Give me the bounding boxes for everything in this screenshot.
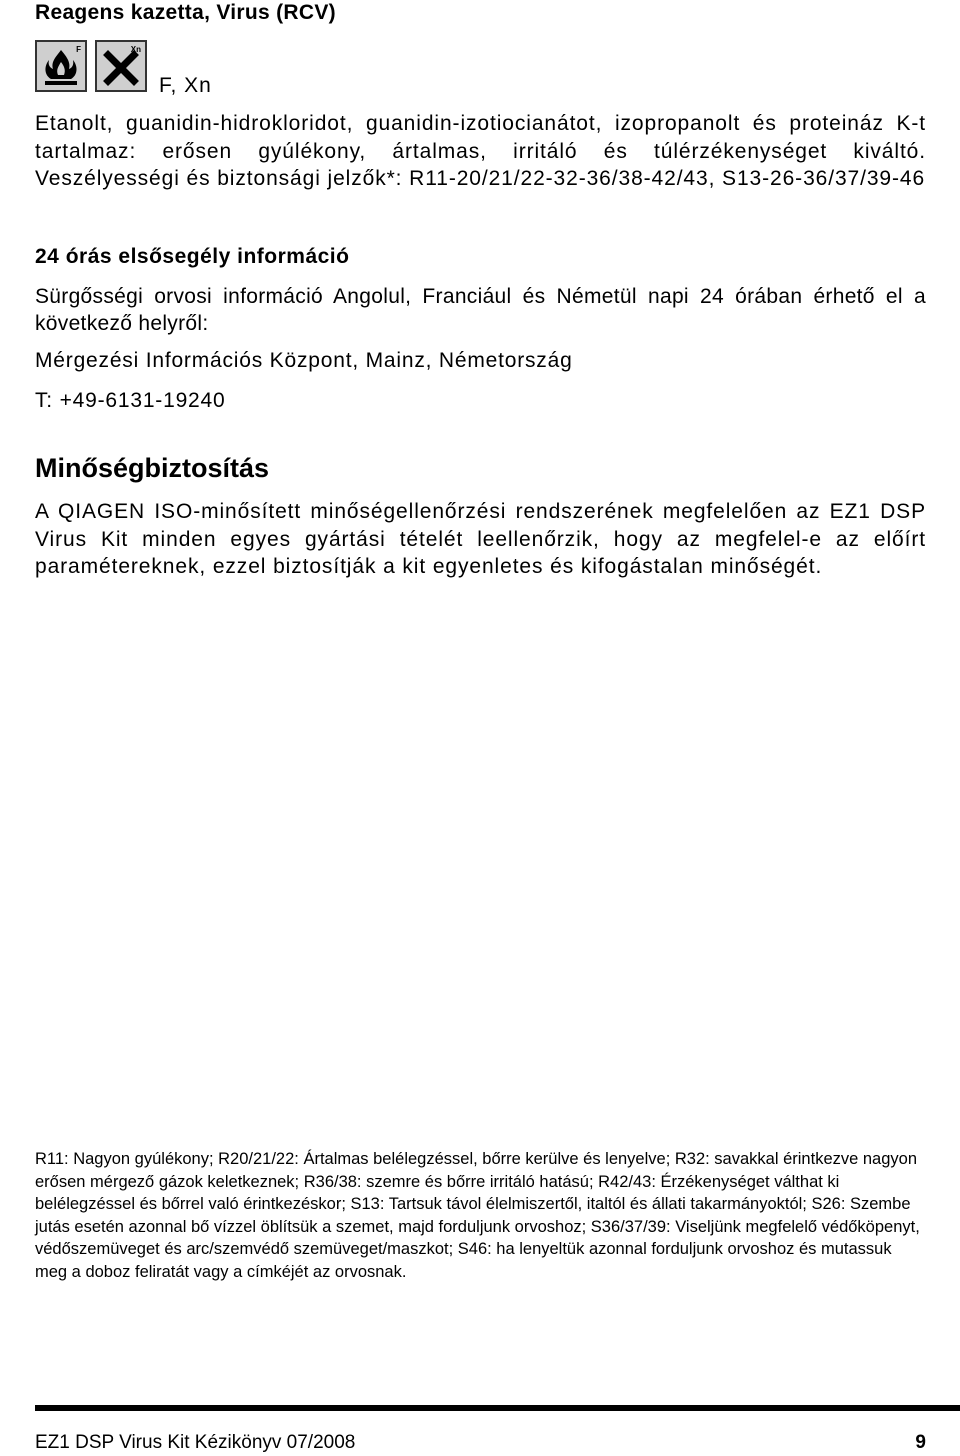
hazard-symbols-label: F, Xn — [159, 74, 212, 97]
flammable-hazard-symbol — [35, 40, 87, 92]
harmful-hazard-symbol — [95, 40, 147, 92]
phone-number: T: +49-6131-19240 — [35, 389, 226, 412]
cross-icon — [97, 42, 145, 90]
hazard-symbols — [35, 40, 435, 96]
poison-center-line: Mérgezési Információs Központ, Mainz, Németország — [35, 349, 573, 372]
footer-rule — [35, 1405, 960, 1411]
page-number: 9 — [915, 1432, 926, 1453]
composition-paragraph: Etanolt, guanidin-hidrokloridot, guanidin-izotiocianátot, izopropanolt és proteináz K-t tartalmaz: erősen gyúlékony, ártalmas, irritáló és túlérzékenységet kiváltó. Veszélyességi és biztonsági jelzők*: R11-20/21/22-32-36/38-42/43, S13-26-36/37/39-46 — [35, 112, 926, 190]
first-aid-heading: 24 órás elsősegély információ — [35, 245, 350, 268]
quality-heading: Minőségbiztosítás — [35, 453, 270, 483]
footer-title: EZ1 DSP Virus Kit Kézikönyv 07/2008 — [35, 1432, 356, 1453]
hazard-code-harmful: Xn — [130, 45, 141, 54]
page-footer — [35, 1430, 926, 1456]
risk-safety-footnote: R11: Nagyon gyúlékony; R20/21/22: Ártalmas belélegzéssel, bőrre kerülve és lenyelve; R32: savakkal érintkezve nagyon erősen mérgező gázok keletkeznek; R36/38: szemre és bőrre irritáló hatású; R42/43: Érzékenységet válthat ki belélegzéssel és bőrrel való érintkezéskor; S13: Tartsuk távol élelmiszertől, italtól és állati takarmányoktól; S26: Szembe jutás esetén azonnal bő vízzel öblítsük a szemet, majd forduljunk orvoshoz; S36/37/39: Viseljünk megfelelő védőköpenyt, védőszemüveget és arc/szemvédő szemüveget/maszkot; S46: ha lenyeltük azonnal forduljunk orvoshoz és mutassuk meg a doboz feliratát vagy a címkéjét az orvosnak. — [35, 1150, 920, 1281]
first-aid-paragraph: Sürgősségi orvosi információ Angolul, Franciául és Németül napi 24 órában érhető el a következő helyről: — [35, 285, 926, 336]
quality-paragraph: A QIAGEN ISO-minősített minőségellenőrzési rendszerének megfelelően az EZ1 DSP Virus Kit minden egyes gyártási tételét leellenőrzik, hogy az megfelel-e az előírt paramétereknek, ezzel biztosítják a kit egyenletes és kifogástalan minőségét. — [35, 500, 926, 578]
flame-icon — [37, 42, 85, 90]
section-heading: Reagens kazetta, Virus (RCV) — [35, 1, 336, 24]
hazard-code-flammable: F — [76, 45, 81, 54]
